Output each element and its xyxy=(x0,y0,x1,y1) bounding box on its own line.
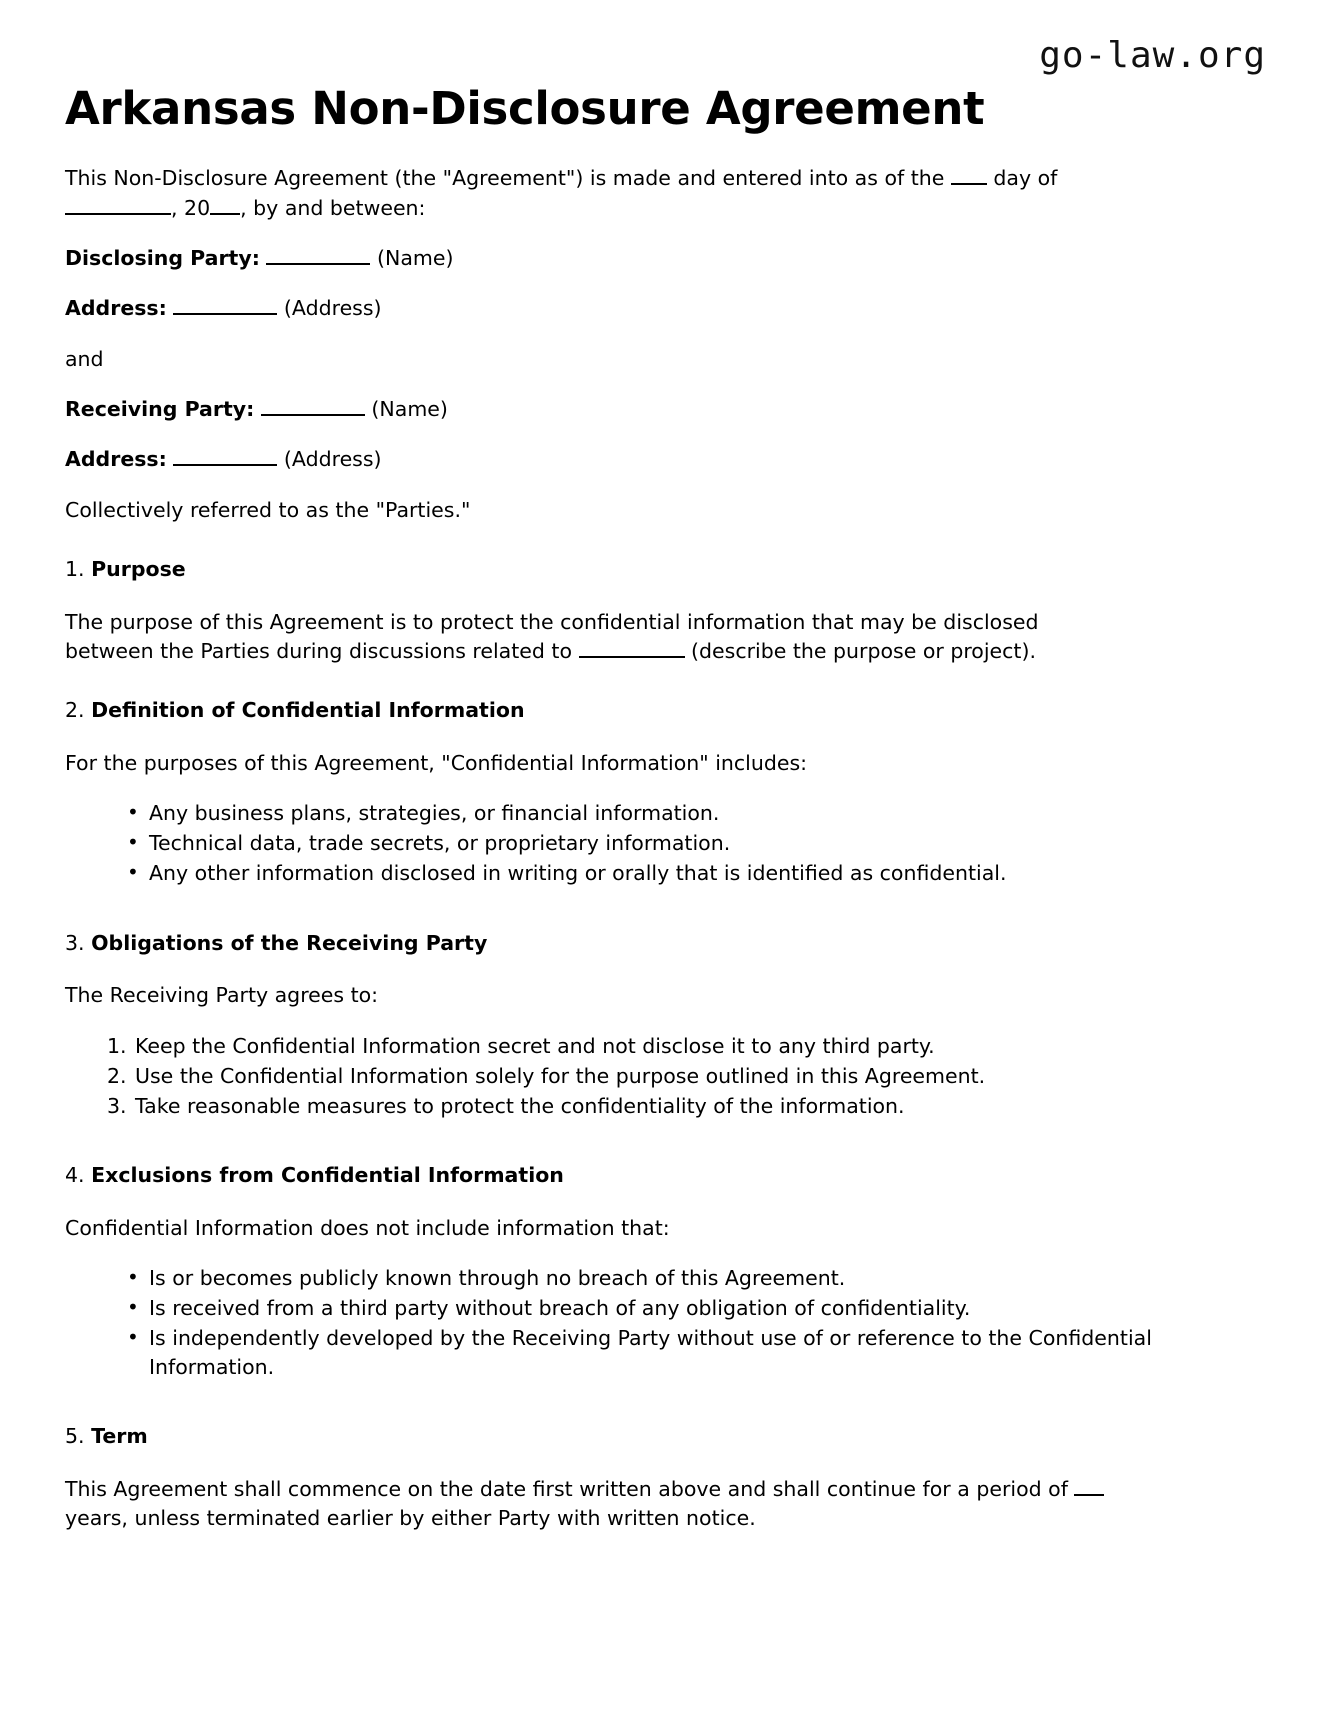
parties-conjunction: and xyxy=(65,346,104,371)
section-5-body xyxy=(65,1475,1133,1534)
blank-disclosing-address[interactable] xyxy=(173,313,277,315)
disclosing-party-label: Disclosing Party: xyxy=(65,246,260,271)
collective-parties-line: Collectively referred to as the "Parties." xyxy=(65,497,471,522)
blank-day-line[interactable] xyxy=(951,183,987,185)
section-heading-4 xyxy=(65,1152,1266,1190)
blank-receiving-address[interactable] xyxy=(173,464,277,466)
confidential-info-list xyxy=(65,799,1217,888)
section-number-5: 5. xyxy=(65,1424,85,1449)
section-title-1: Purpose xyxy=(91,556,186,581)
section-title-4: Exclusions from Confidential Information xyxy=(91,1162,564,1187)
section-3-lead: The Receiving Party agrees to: xyxy=(65,983,379,1008)
receiving-address-hint: (Address) xyxy=(283,447,382,472)
list-item: • Is received from a third party without breach of any obligation of confidentiality. xyxy=(127,1294,1217,1323)
intro-text-1: This Non-Disclosure Agreement (the "Agreement") is made and entered into as of the xyxy=(65,166,951,191)
intro-paragraph xyxy=(65,164,1133,223)
section-5-text-2: years, unless terminated earlier by either Party with written notice. xyxy=(65,1506,756,1531)
section-heading-3 xyxy=(65,920,1266,958)
list-item: Keep the Confidential Information secret and not disclose it to any third party. xyxy=(135,1033,935,1058)
section-1-text-1: The purpose of this Agreement is to protect the confidential information that may be disclosed between the Parties during discussions related to xyxy=(65,609,1039,663)
section-number-2: 2. xyxy=(65,698,85,723)
disclosing-address-line xyxy=(65,294,1133,323)
list-item: • Any business plans, strategies, or financial information. xyxy=(127,799,1217,828)
section-number-3: 3. xyxy=(65,930,85,955)
section-title-5: Term xyxy=(91,1424,148,1449)
section-1-body xyxy=(65,608,1133,667)
receiving-party-label: Receiving Party: xyxy=(65,396,255,421)
receiving-address-line xyxy=(65,445,1133,474)
receiving-party-hint: (Name) xyxy=(371,396,448,421)
section-heading-2 xyxy=(65,687,1266,725)
section-5-text-1: This Agreement shall commence on the date first written above and shall continue for a period of xyxy=(65,1476,1075,1501)
obligations-list xyxy=(65,1032,1212,1121)
list-item: • Technical data, trade secrets, or proprietary information. xyxy=(127,829,1217,858)
section-4-lead: Confidential Information does not include information that: xyxy=(65,1215,670,1240)
blank-year-line[interactable] xyxy=(210,213,240,215)
site-brand-watermark: go-law.org xyxy=(1039,35,1266,76)
section-number-1: 1. xyxy=(65,556,85,581)
blank-month-line[interactable] xyxy=(65,213,171,215)
section-heading-5 xyxy=(65,1413,1266,1451)
exclusions-list xyxy=(65,1264,1217,1382)
intro-text-3: , 20 xyxy=(171,195,211,220)
section-title-3: Obligations of the Receiving Party xyxy=(91,930,488,955)
list-item: • Any other information disclosed in writing or orally that is identified as confidential. xyxy=(127,859,1217,888)
section-number-4: 4. xyxy=(65,1162,85,1187)
blank-purpose-project[interactable] xyxy=(579,656,685,658)
section-title-2: Definition of Confidential Information xyxy=(91,698,525,723)
list-item: • Is independently developed by the Receiving Party without use of or reference to the Confidential Information. xyxy=(127,1324,1217,1382)
blank-disclosing-name[interactable] xyxy=(266,263,370,265)
section-1-text-2: (describe the purpose or project). xyxy=(684,638,1036,663)
disclosing-party-hint: (Name) xyxy=(376,246,454,271)
intro-text-4: , by and between: xyxy=(240,195,426,220)
disclosing-address-label: Address: xyxy=(65,296,167,321)
document-body xyxy=(65,134,1266,1533)
list-item: • Is or becomes publicly known through no breach of this Agreement. xyxy=(127,1264,1217,1293)
page-title: Arkansas Non-Disclosure Agreement xyxy=(65,82,985,135)
disclosing-address-hint: (Address) xyxy=(283,296,382,321)
disclosing-party-line xyxy=(65,244,1133,273)
section-2-lead: For the purposes of this Agreement, "Confidential Information" includes: xyxy=(65,750,808,775)
intro-text-2: day of xyxy=(986,166,1058,191)
blank-term-years[interactable] xyxy=(1074,1494,1104,1496)
blank-receiving-name[interactable] xyxy=(261,414,365,416)
list-item: Take reasonable measures to protect the confidentiality of the information. xyxy=(135,1093,905,1118)
receiving-address-label: Address: xyxy=(65,447,167,472)
list-item: Use the Confidential Information solely for the purpose outlined in this Agreement. xyxy=(135,1063,986,1088)
receiving-party-line xyxy=(65,395,1133,424)
section-heading-1 xyxy=(65,546,1266,584)
